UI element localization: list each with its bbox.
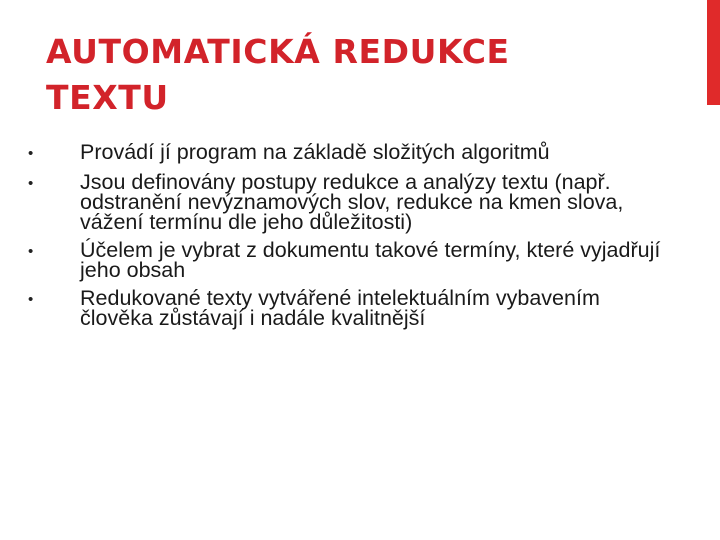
bullet-list	[28, 142, 668, 336]
bullet-text: Jsou definovány postupy redukce a analýzy textu (např. odstranění nevýznamových slov, redukce na kmen slova, vážení termínu dle jeho důležitosti)	[80, 170, 624, 234]
accent-bar	[707, 0, 720, 105]
bullet-item	[28, 142, 668, 164]
bullet-item	[28, 288, 668, 328]
bullet-text: Redukované texty vytvářené intelektuálním vybavením člověka zůstávají i nadále kvalitnější	[80, 286, 600, 330]
slide-title-line-1: AUTOMATICKÁ REDUKCE	[46, 32, 510, 71]
bullet-item	[28, 172, 668, 232]
slide-title	[46, 29, 646, 121]
bullet-text: Účelem je vybrat z dokumentu takové termíny, které vyjadřují jeho obsah	[80, 238, 661, 282]
bullet-dot-icon: •	[28, 291, 34, 308]
slide-title-line-2: TEXTU	[46, 78, 169, 117]
bullet-dot-icon: •	[28, 145, 34, 162]
bullet-dot-icon: •	[28, 175, 34, 192]
bullet-item	[28, 240, 668, 280]
bullet-dot-icon: •	[28, 243, 34, 260]
bullet-text: Provádí jí program na základě složitých algoritmů	[80, 140, 550, 164]
